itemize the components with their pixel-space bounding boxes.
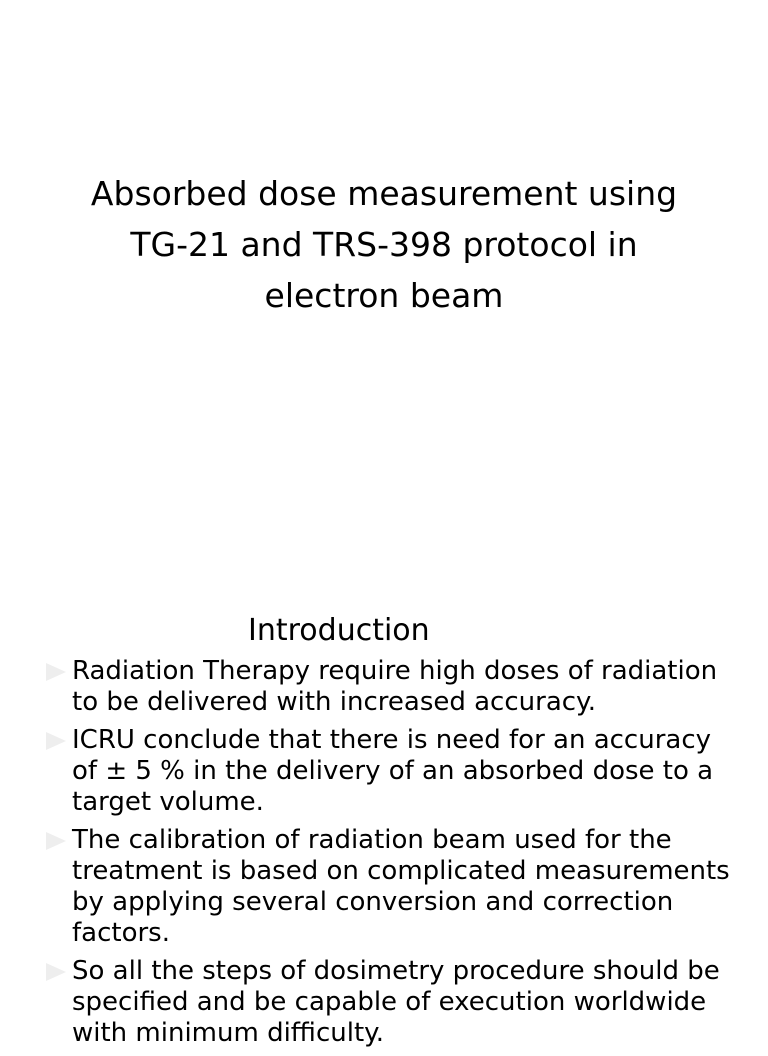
introduction-slide [0,576,768,1048]
bullet-line: ICRU conclude that there is need for an accuracy [72,725,712,755]
title-line: TG-21 and TRS-398 protocol in [130,225,638,264]
bullet-line: target volume. [72,787,264,817]
title-line: electron beam [264,276,504,315]
bullet-list [0,656,768,1056]
triangle-arrow-icon [46,832,66,850]
bullet-line: with minimum difficulty. [72,1018,385,1048]
bullet-item [0,656,768,718]
bullet-line: Radiation Therapy require high doses of radiation [72,656,718,686]
bullet-line: So all the steps of dosimetry procedure should be [72,956,720,986]
triangle-arrow-icon [46,963,66,981]
bullet-line: by applying several conversion and correction [72,887,674,917]
title-line: Absorbed dose measurement using [90,174,678,213]
bullet-item [0,956,768,1049]
bullet-line: specified and be capable of execution worldwide [72,987,707,1017]
bullet-item [0,825,768,949]
bullet-line: The calibration of radiation beam used for the [72,825,672,855]
bullet-line: factors. [72,918,170,948]
slide-heading: Introduction [248,613,430,648]
bullet-line: to be delivered with increased accuracy. [72,687,596,717]
triangle-arrow-icon [46,663,66,681]
bullet-line: treatment is based on complicated measurements [72,856,730,886]
bullet-item [0,725,768,818]
triangle-arrow-icon [46,732,66,750]
slide-title [40,168,728,321]
bullet-line: of ± 5 % in the delivery of an absorbed dose to a [72,756,714,786]
